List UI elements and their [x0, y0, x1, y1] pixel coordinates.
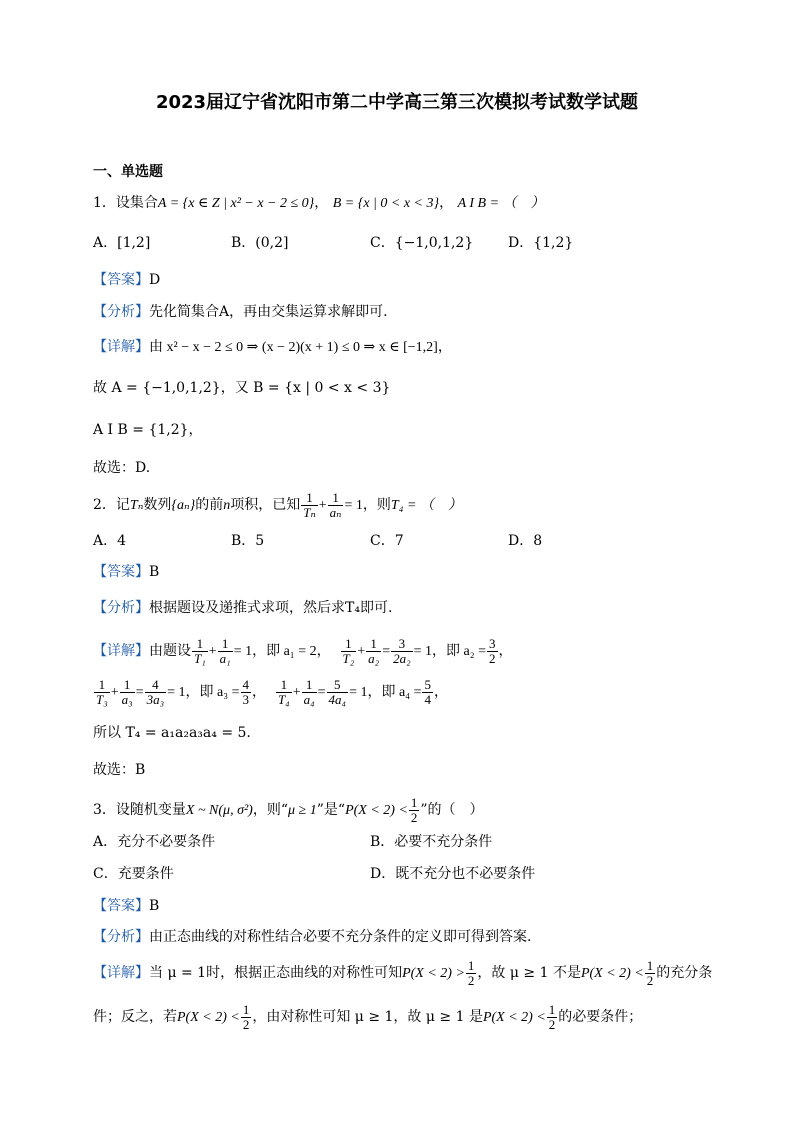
q3-detail-2e: 的必要条件；	[558, 1009, 643, 1025]
q3-detail-2a: 件；反之，若	[93, 1009, 177, 1025]
q3-detail-1a: 当 μ = 1时，根据正态曲线的对称性可知	[149, 965, 403, 981]
denominator: 2	[242, 1016, 250, 1032]
denominator: Tₙ	[303, 504, 316, 520]
q1-detail-line-2: 故 A = {−1,0,1,2}，又 B = {x | 0 < x < 3}	[93, 380, 391, 396]
q2-detail-a2: ，即 a₂ =	[432, 644, 487, 659]
denominator: a₁	[219, 650, 231, 666]
denominator: a₃	[121, 691, 133, 707]
q1-detail-1: 由 x² − x − 2 ≤ 0 ⇒ (x − 2)(x + 1) ≤ 0 ⇒ x ∈ [−1,2]，	[149, 340, 452, 355]
q2-analysis: 根据题设及递推式求项，然后求T₄即可.	[149, 600, 393, 616]
q2-an: {aₙ}	[171, 498, 196, 513]
q3-answer: B	[149, 898, 160, 914]
q3-option-b: B．必要不充分条件	[370, 834, 493, 850]
fraction	[327, 678, 349, 707]
fraction	[341, 637, 357, 666]
fraction	[241, 1003, 252, 1032]
equals: =	[135, 685, 144, 700]
numerator: 1	[192, 637, 208, 652]
equals-one: = 1	[167, 685, 186, 700]
q2-detail-line-1: 【详解】由题设 $\frac{1}{\text{T₁}}$ + $\frac{1}{\text{a₁}}$ = 1，即 a₁ = 2， $\frac{1}{\text{T₂}}$ + $\frac{1}{\text{a₂}}$ = $\frac{3}{\text{2a₂}}$ = 1，即 a₂ = $\frac{3}{2}$ ，	[93, 635, 513, 666]
q2-tn: Tₙ	[129, 498, 144, 513]
answer-tag: 【答案】	[93, 898, 149, 914]
q2-option-d: D．8	[508, 533, 543, 549]
denominator: a₂	[368, 650, 380, 666]
numerator: 3	[391, 637, 413, 652]
denominator: 2	[467, 972, 475, 988]
q3-detail-line-2	[93, 1002, 734, 1033]
numerator: 4	[145, 678, 167, 693]
numerator: 1	[242, 1001, 250, 1017]
q1-prefix: 1．设集合	[93, 195, 158, 211]
denominator: 4a₄	[328, 691, 347, 707]
q2-prefix: 2．记	[93, 497, 130, 513]
numerator: 1	[366, 637, 381, 652]
numerator: 1	[120, 678, 135, 693]
q3-detail-1c: ，故 μ ≥ 1 不是	[477, 965, 581, 981]
answer-tag: 【答案】	[93, 272, 149, 288]
q1-conclusion: 故选：D.	[93, 460, 151, 476]
q1-sep-2: ，	[439, 195, 454, 211]
q2-text-d: 的前	[195, 497, 224, 513]
numerator: 1	[646, 957, 654, 973]
q2-ask: T₄ = （ ）	[390, 498, 462, 513]
plus: +	[292, 685, 301, 700]
q2-conclusion: 故选：B	[93, 762, 146, 778]
q1-option-c: C．{−1,0,1,2}	[370, 235, 474, 251]
page-title: 2023届辽宁省沈阳市第二中学高三第三次模拟考试数学试题	[155, 92, 639, 113]
q1-ask: A I B = （ ）	[457, 196, 545, 211]
q3-text-b: ，则“	[252, 802, 289, 818]
analysis-tag: 【分析】	[93, 929, 149, 945]
fraction	[391, 637, 413, 666]
q3-text-f: ”的（ ）	[420, 802, 484, 818]
fraction	[301, 491, 318, 520]
plus: +	[357, 644, 366, 659]
denominator: 2a₂	[393, 650, 411, 666]
detail-tag: 【详解】	[93, 643, 149, 659]
numerator: 1	[467, 957, 475, 973]
q3-option-d: D．既不充分也不必要条件	[370, 866, 536, 882]
q3-detail-1d: P(X < 2) <	[580, 966, 644, 981]
fraction	[466, 959, 477, 988]
fraction	[120, 678, 135, 707]
q2-detail-a4: ，即 a₄ =	[367, 685, 422, 700]
q3-option-a: A．充分不必要条件	[93, 834, 216, 850]
equals-one: = 1	[413, 644, 433, 659]
equals-one: = 1	[233, 644, 253, 659]
q1-set-b: B = {x | 0 < x < 3}	[332, 196, 440, 211]
q3-distribution: X ~ N(μ, σ²)	[185, 803, 253, 818]
numerator: 1	[301, 491, 318, 506]
fraction	[409, 796, 420, 825]
denominator: 2	[410, 809, 418, 825]
fraction	[366, 637, 381, 666]
q1-answer: D	[149, 272, 161, 288]
q3-detail-1b: P(X < 2) >	[402, 966, 465, 981]
fraction	[645, 959, 656, 988]
q2-answer: B	[149, 564, 160, 580]
fraction	[276, 678, 292, 707]
fraction	[94, 678, 110, 707]
q3-option-c: C．充要条件	[93, 866, 174, 882]
numerator: 1	[548, 1001, 556, 1017]
numerator: 4	[242, 676, 250, 692]
denominator: aₙ	[329, 504, 342, 520]
numerator: 1	[94, 678, 110, 693]
equals: =	[317, 685, 326, 700]
q1-answer-line	[93, 270, 734, 290]
analysis-tag: 【分析】	[93, 304, 149, 320]
q2-option-b: B．5	[231, 533, 265, 549]
fraction	[145, 678, 167, 707]
numerator: 1	[410, 794, 418, 810]
q3-mu-cond: μ ≥ 1	[288, 803, 317, 818]
fraction	[192, 637, 208, 666]
q3-detail-2d: P(X < 2) <	[482, 1010, 546, 1025]
denominator: 2	[646, 972, 654, 988]
q1-set-a: A = {x ∈ Z | x² − x − 2 ≤ 0}	[157, 196, 315, 211]
q3-detail-2c: ，由对称性可知 μ ≥ 1，故 μ ≥ 1 是	[252, 1009, 483, 1025]
denominator: T₁	[194, 650, 206, 666]
denominator: 2	[548, 1016, 556, 1032]
q1-option-d: D．{1,2}	[508, 235, 574, 251]
detail-tag: 【详解】	[93, 965, 149, 981]
fraction	[547, 1003, 558, 1032]
q2-option-a: A．4	[93, 533, 127, 549]
denominator: 4	[424, 691, 431, 707]
denominator: T₃	[96, 691, 108, 707]
q2-text-f: 项积，已知	[230, 497, 301, 513]
q3-analysis-line	[93, 927, 734, 947]
numerator: 1	[302, 678, 317, 693]
numerator: 1	[218, 637, 233, 652]
q1-sep: ，	[314, 195, 329, 211]
q3-detail-1e: 的充分条	[656, 965, 713, 981]
equals-one: = 1	[349, 685, 368, 700]
q2-text-b: 数列	[143, 497, 172, 513]
denominator: 3a₃	[146, 691, 165, 707]
numerator: 1	[276, 678, 292, 693]
equals-one: = 1	[344, 498, 363, 513]
numerator: 3	[489, 635, 496, 651]
numerator: 1	[328, 491, 344, 506]
q2-analysis-line	[93, 598, 734, 618]
denominator: 3	[242, 691, 250, 707]
analysis-tag: 【分析】	[93, 600, 149, 616]
detail-tag: 【详解】	[93, 339, 149, 355]
fraction	[487, 637, 498, 666]
fraction	[422, 678, 433, 707]
equals: =	[382, 644, 391, 659]
q3-answer-line	[93, 896, 734, 916]
denominator: a₄	[303, 691, 315, 707]
denominator: T₄	[277, 691, 290, 707]
q1-detail-line-1	[93, 337, 734, 358]
question-3-stem	[93, 795, 734, 826]
q2-detail-line-2: $\frac{1}{\text{T₃}}$ + $\frac{1}{\text{a₃}}$ = $\frac{4}{\text{3a₃}}$ = 1，即 a₃ = $\frac{4}{3}$ ， $\frac{1}{\text{T₄}}$ + $\frac{1}{\text{a₄}}$ = $\frac{5}{\text{4a₄}}$ = 1，即 a₄ = $\frac{5}{4}$ ，	[96, 676, 448, 707]
denominator: 2	[489, 650, 496, 666]
q2-detail-a1: ，即 a₁ = 2，	[252, 644, 331, 659]
q3-analysis: 由正态曲线的对称性结合必要不充分条件的定义即可得到答案.	[149, 929, 532, 945]
section-heading: 一、单选题	[93, 164, 163, 180]
q3-prefix: 3．设随机变量	[93, 802, 186, 818]
numerator: 5	[327, 678, 349, 693]
plus: +	[110, 685, 119, 700]
q1-option-b: B．(0,2]	[231, 235, 289, 251]
fraction	[302, 678, 317, 707]
plus: +	[318, 498, 327, 513]
fraction	[328, 491, 344, 520]
q3-detail-line-1	[93, 958, 734, 989]
q1-analysis-line	[93, 302, 734, 322]
q1-option-a: A．[1,2]	[93, 235, 151, 251]
q2-detail-intro: 由题设	[149, 643, 191, 659]
numerator: 5	[424, 676, 431, 692]
q1-detail-line-3: A I B = {1,2}，	[93, 422, 203, 438]
denominator: T₂	[342, 650, 355, 666]
q2-detail-line-3: 所以 T₄ = a₁a₂a₃a₄ = 5.	[93, 725, 251, 741]
answer-tag: 【答案】	[93, 564, 149, 580]
q3-text-d: ”是“	[316, 802, 346, 818]
fraction	[218, 637, 233, 666]
q3-prob: P(X < 2) <	[345, 803, 408, 818]
q3-detail-2b: P(X < 2) <	[177, 1010, 240, 1025]
question-1-stem	[93, 193, 734, 214]
q2-answer-line	[93, 562, 734, 582]
q2-n: n	[223, 498, 231, 513]
q2-detail-a3: ，即 a₃ =	[185, 685, 240, 700]
q1-analysis: 先化简集合A，再由交集运算求解即可.	[149, 304, 388, 320]
fraction	[241, 678, 252, 707]
q2-text-g: ，则	[362, 497, 391, 513]
q2-option-c: C．7	[370, 533, 404, 549]
numerator: 1	[341, 637, 357, 652]
plus: +	[208, 644, 217, 659]
question-2-stem	[93, 490, 734, 521]
